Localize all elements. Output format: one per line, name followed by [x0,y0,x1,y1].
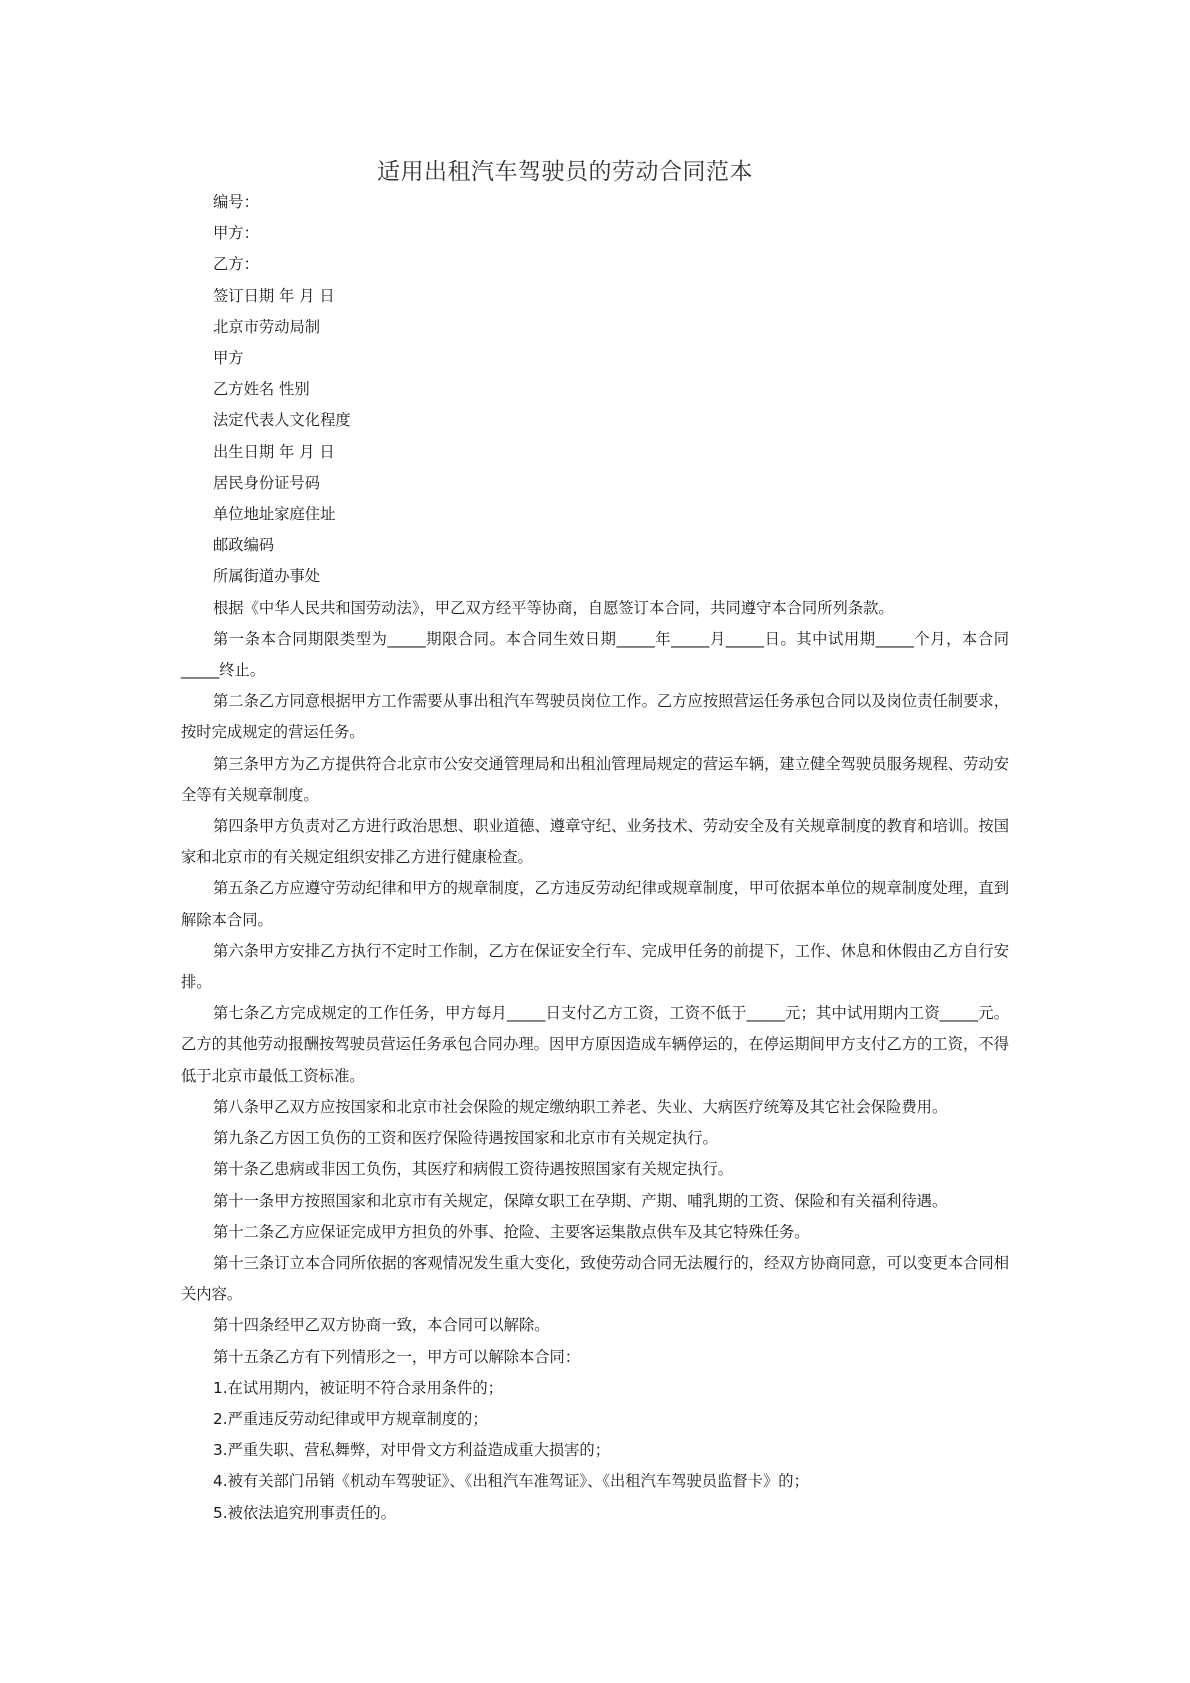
header-field-sign-date: 签订日期 年 月 日 [213,286,335,305]
document-body [181,187,1009,1529]
article-15: 第十五条乙方有下列情形之一，甲方可以解除本合同： [213,1347,581,1366]
article-8: 第八条甲乙双方应按国家和北京市社会保险的规定缴纳职工养老、失业、大病医疗统筹及其它社会保险费用。 [213,1097,948,1116]
article-7: 第七条乙方完成规定的工作任务，甲方每月_____日支付乙方工资，工资不低于_____元；其中试用期内工资_____元。乙方的其他劳动报酬按驾驶员营运任务承包合同办理。因甲方原因造成车辆停运的，在停运期间甲方支付乙方的工资，不得低于北京市最低工资标准。 [181,1004,1009,1085]
termination-item-5: 5.被依法追究刑事责任的。 [213,1503,396,1522]
header-field-postal-code: 邮政编码 [213,536,275,555]
header-field-name-gender: 乙方姓名 性别 [213,380,310,399]
preamble-paragraph: 根据《中华人民共和国劳动法》，甲乙双方经平等协商，自愿签订本合同，共同遵守本合同所列条款。 [213,598,894,617]
termination-item-2: 2.严重违反劳动纪律或甲方规章制度的； [213,1409,488,1428]
article-4: 第四条甲方负责对乙方进行政治思想、职业道德、遵章守纪、业务技术、劳动安全及有关规章制度的教育和培训。按国家和北京市的有关规定组织安排乙方进行健康检查。 [181,817,1009,867]
header-field-birth-date: 出生日期 年 月 日 [213,442,335,461]
termination-item-3: 3.严重失职、营私舞弊，对甲骨文方利益造成重大损害的； [213,1441,611,1460]
article-12: 第十二条乙方应保证完成甲方担负的外事、抢险、主要客运集散点供车及其它特殊任务。 [213,1222,810,1241]
document-title: 适用出租汽车驾驶员的劳动合同范本 [377,159,753,185]
header-field-party-a-label: 甲方 [213,349,244,368]
article-2: 第二条乙方同意根据甲方工作需要从事出租汽车驾驶员岗位工作。乙方应按照营运任务承包合同以及岗位责任制要求，按时完成规定的营运任务。 [181,692,1009,742]
header-field-sub-district: 所属街道办事处 [213,567,321,586]
header-field-legal-rep-education: 法定代表人文化程度 [213,411,351,430]
header-field-party-b: 乙方： [213,255,259,274]
article-11: 第十一条甲方按照国家和北京市有关规定，保障女职工在孕期、产期、哺乳期的工资、保险和有关福利待遇。 [213,1191,948,1210]
termination-item-4: 4.被有关部门吊销《机动车驾驶证》、《出租汽车准驾证》、《出租汽车驾驶员监督卡》的； [213,1472,809,1491]
header-field-issuer: 北京市劳动局制 [213,317,321,336]
article-1: 第一条本合同期限类型为_____期限合同。本合同生效日期_____年_____月_____日。其中试用期_____个月，本合同_____终止。 [181,629,1009,680]
header-field-party-a: 甲方： [213,224,259,243]
header-field-addresses: 单位地址家庭住址 [213,505,336,524]
article-9: 第九条乙方因工负伤的工资和医疗保险待遇按国家和北京市有关规定执行。 [213,1129,718,1148]
article-10: 第十条乙患病或非因工负伤，其医疗和病假工资待遇按照国家有关规定执行。 [213,1160,734,1179]
article-6: 第六条甲方安排乙方执行不定时工作制，乙方在保证安全行车、完成甲任务的前提下，工作、休息和休假由乙方自行安排。 [181,941,1009,992]
termination-item-1: 1.在试用期内，被证明不符合录用条件的； [213,1378,503,1397]
article-13: 第十三条订立本合同所依据的客观情况发生重大变化，致使劳动合同无法履行的，经双方协商同意，可以变更本合同相关内容。 [181,1253,1009,1304]
header-field-id-number: 居民身份证号码 [213,473,321,492]
article-5: 第五条乙方应遵守劳动纪律和甲方的规章制度，乙方违反劳动纪律或规章制度，甲可依据本单位的规章制度处理，直到解除本合同。 [181,879,1009,929]
header-field-number: 编号： [213,193,259,211]
article-3: 第三条甲方为乙方提供符合北京市公安交通管理局和出租汕管理局规定的营运车辆，建立健全驾驶员服务规程、劳动安全等有关规章制度。 [181,754,1009,804]
article-14: 第十四条经甲乙双方协商一致，本合同可以解除。 [213,1316,550,1335]
